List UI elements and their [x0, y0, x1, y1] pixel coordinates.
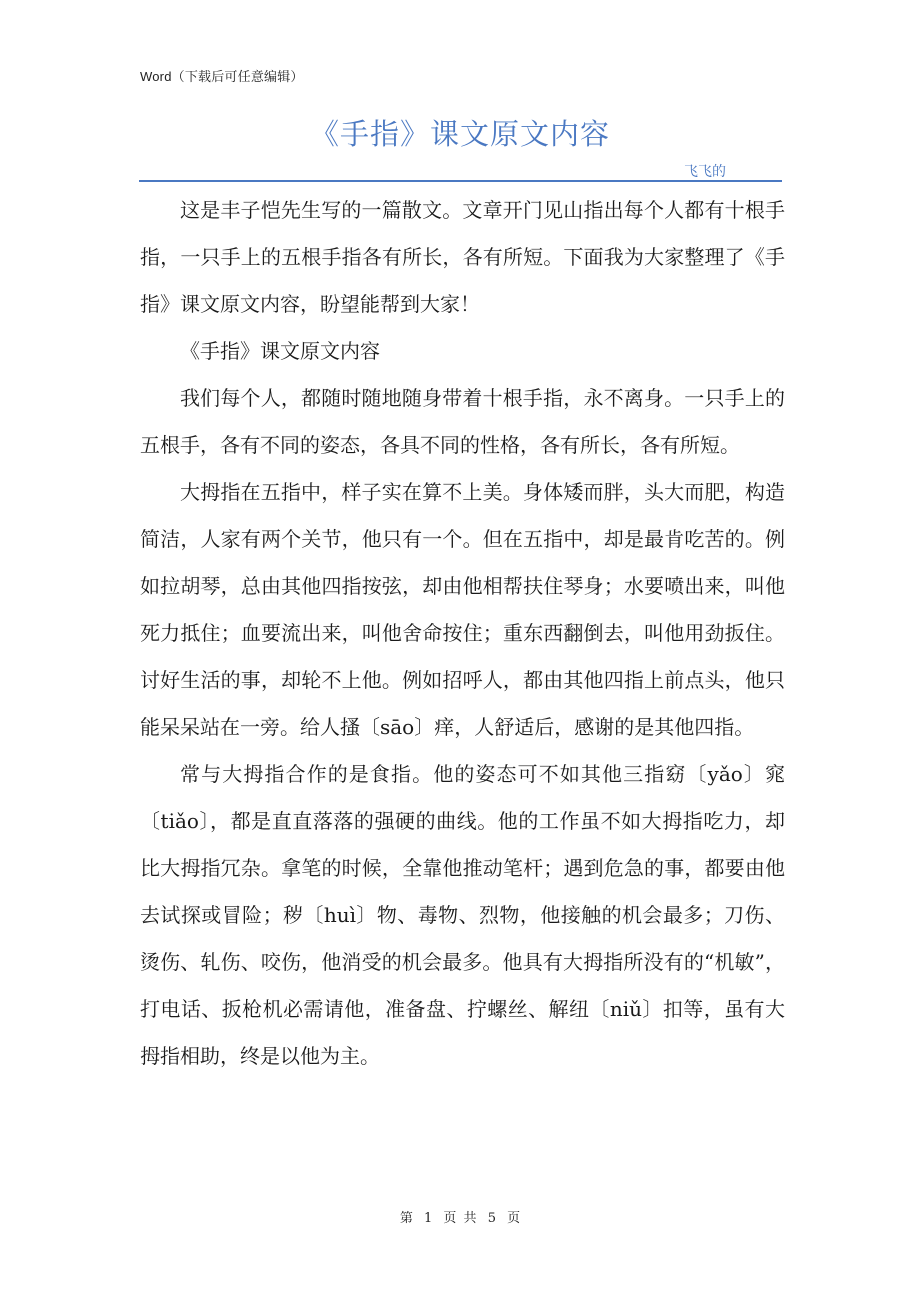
section-heading: 《手指》课文原文内容 [180, 339, 380, 363]
current-page-number: 1 [424, 1211, 433, 1226]
author-name: 飞飞的 [684, 164, 726, 180]
total-pages-number: 5 [487, 1211, 496, 1226]
title-divider [139, 180, 782, 182]
intro-paragraph: 这是丰子恺先生写的一篇散文。文章开门见山指出每个人都有十根手指，一只手上的五根手指各有所长，各有所短。下面我为大家整理了《手指》课文原文内容，盼望能帮到大家！ [140, 198, 785, 316]
document-title: 《手指》课文原文内容 [309, 117, 610, 151]
footer-prefix: 第 [399, 1211, 413, 1226]
document-body [140, 187, 785, 1080]
body-paragraph: 常与大拇指合作的是食指。他的姿态可不如其他三指窈〔yǎo〕窕〔tiǎo〕，都是直直落落的强硬的曲线。他的工作虽不如大拇指吃力，却比大拇指冗杂。拿笔的时候，全靠他推动笔杆；遇到危急的事，都要由他去试探或冒险；秽〔huì〕物、毒物、烈物，他接触的机会最多；刀伤、烫伤、轧伤、咬伤，他消受的机会最多。他具有大拇指所没有的“机敏”，打电话、扳枪机必需请他，准备盘、拧螺丝、解纽〔niǔ〕扣等，虽有大拇指相助，终是以他为主。 [140, 762, 785, 1068]
header-note: Word（下载后可任意编辑） [140, 69, 304, 84]
page-footer [0, 1207, 920, 1226]
body-paragraph: 我们每个人，都随时随地随身带着十根手指，永不离身。一只手上的五根手，各有不同的姿态，各具不同的性格，各有所长，各有所短。 [140, 386, 785, 457]
footer-middle: 页 共 [443, 1211, 477, 1226]
body-paragraph: 大拇指在五指中，样子实在算不上美。身体矮而胖，头大而肥，构造简洁，人家有两个关节，他只有一个。但在五指中，却是最肯吃苦的。例如拉胡琴，总由其他四指按弦，却由他相帮扶住琴身；水要喷出来，叫他死力抵住；血要流出来，叫他舍命按住；重东西翻倒去，叫他用劲扳住。讨好生活的事，却轮不上他。例如招呼人，都由其他四指上前点头，他只能呆呆站在一旁。给人搔〔sāo〕痒，人舒适后，感谢的是其他四指。 [140, 480, 785, 739]
footer-suffix: 页 [507, 1211, 521, 1226]
